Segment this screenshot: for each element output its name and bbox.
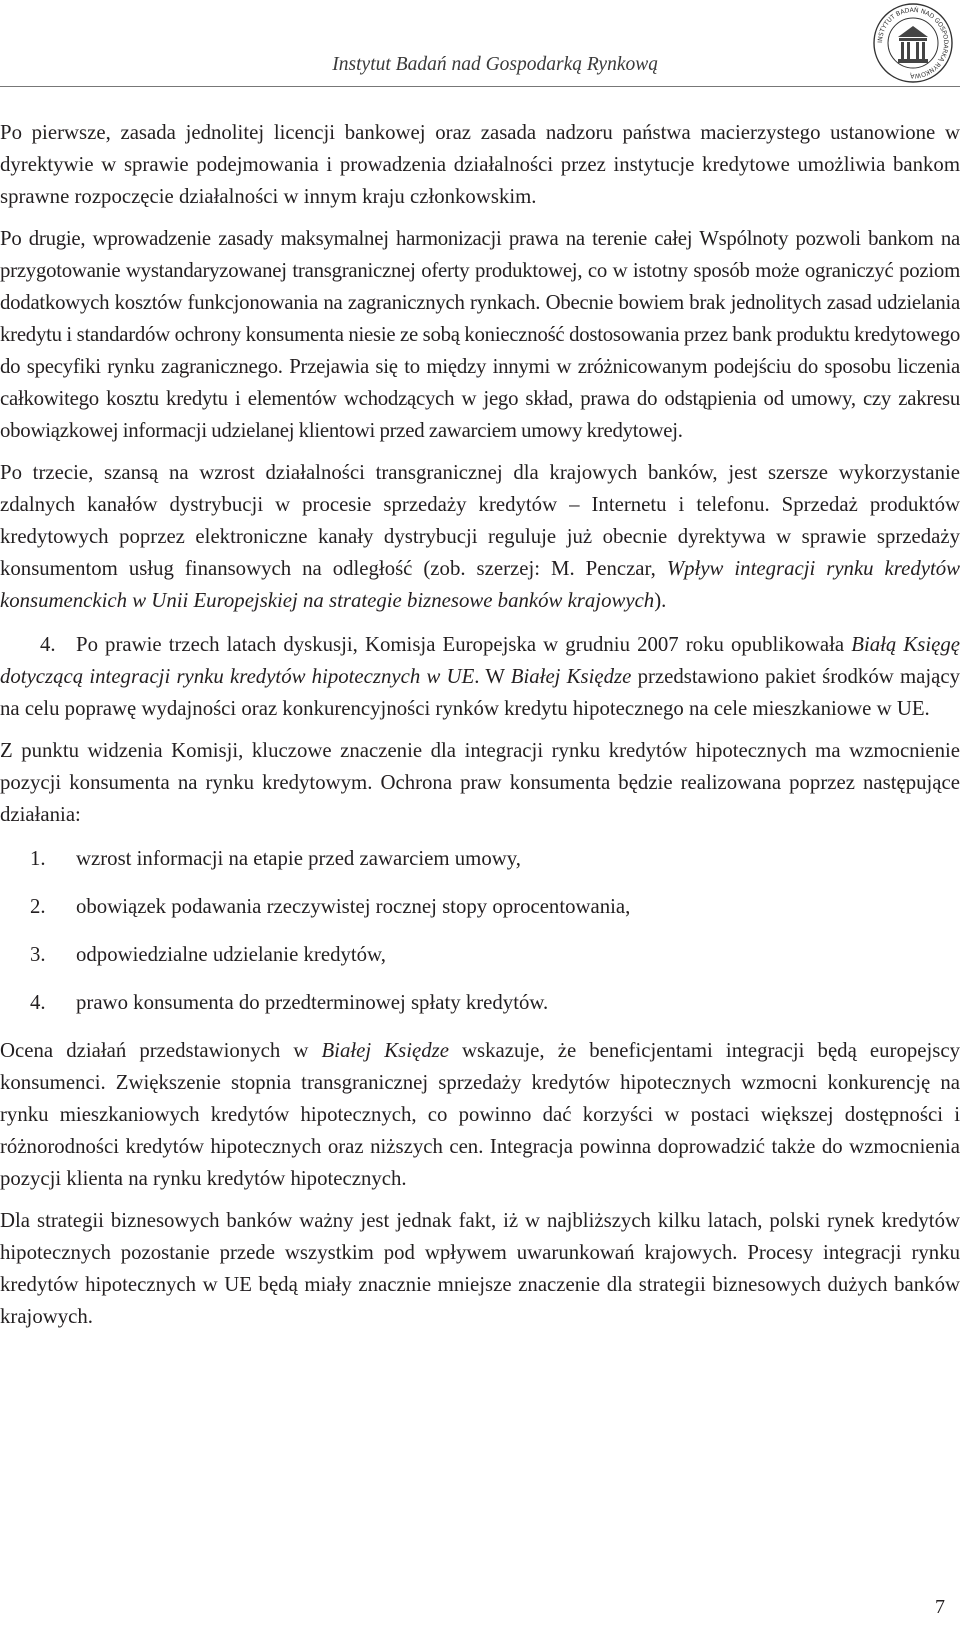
list-item-text: prawo konsumenta do przedterminowej spłaty kredytów. bbox=[76, 991, 549, 1014]
measures-list bbox=[0, 843, 960, 1019]
building-icon bbox=[898, 26, 928, 63]
list-item-text: wzrost informacji na etapie przed zawarciem umowy, bbox=[76, 847, 522, 870]
p4-text-b: . W bbox=[474, 665, 511, 688]
paragraph-third-end: ). bbox=[654, 589, 667, 612]
list-item-number: 3. bbox=[30, 943, 46, 966]
white-paper-ref: Białej Księdze bbox=[321, 1039, 449, 1062]
white-paper-ref: Białej Księdze bbox=[510, 665, 632, 688]
p6-text-b: wskazuje, że beneficjentami integracji będą europejscy konsumenci. Zwiększenie stopnia transgranicznej sprzedaży kredytów hipotecznych wzmocni konkurencję na rynku mieszkaniowych kredytów hipotecznych, co powinno dać korzyści w postaci większej dostępności i różnorodności kredytów hipotecznych oraz niższych cen. Integracja powinna doprowadzić także do wzmocnienia pozycji klienta na rynku kredytów hipotecznych. bbox=[0, 1039, 960, 1190]
paragraph-commission: Z punktu widzenia Komisji, kluczowe znaczenie dla integracji rynku kredytów hipotecznych ma wzmocnienie pozycji konsumenta na rynku kredytowym. Ochrona praw konsumenta będzie realizowana poprzez następujące działania: bbox=[0, 739, 960, 826]
list-item-text: odpowiedzialne udzielanie kredytów, bbox=[76, 943, 386, 966]
list-item bbox=[0, 987, 960, 1019]
p6-text-a: Ocena działań przedstawionych w bbox=[0, 1039, 322, 1062]
list-item bbox=[0, 843, 960, 875]
p4-text-a: Po prawie trzech latach dyskusji, Komisja Europejska w grudniu 2007 roku opublikowała bbox=[76, 633, 852, 656]
paragraph-third-text: Po trzecie, szansą na wzrost działalności transgranicznej dla krajowych banków, jest szersze wykorzystanie zdalnych kanałów dystrybucji w procesie sprzedaży kredytów – Internetu i telefonu. Sprzedaż produktów kredytowych poprzez elektroniczne kanały dystrybucji reguluje już obecnie dyrektywa w sprawie sprzedaży konsumentom usług finansowych na odległość (zob. szerzej: M. Penczar, bbox=[0, 461, 960, 580]
paragraph-first: Po pierwsze, zasada jednolitej licencji bankowej oraz zasada nadzoru państwa macierzystego ustanowione w dyrektywie w sprawie podejmowania i prowadzenia działalności przez instytucje kredytowe umożliwia bankom sprawne rozpoczęcie działalności w innym kraju członkowskim. bbox=[0, 121, 960, 208]
page-body bbox=[0, 117, 960, 1343]
institute-seal-logo bbox=[872, 2, 954, 84]
p4-text-c: przedstawiono pakiet środków mający na celu poprawę wydajności oraz konkurencyjności rynków kredytu hipotecznego na cele mieszkaniowe w UE. bbox=[0, 665, 960, 720]
list-item bbox=[0, 939, 960, 971]
list-item bbox=[0, 891, 960, 923]
seal-text: INSTYTUT BADAŃ NAD GOSPODARKĄ RYNKOWĄ bbox=[876, 6, 950, 80]
list-item-number: 2. bbox=[30, 895, 46, 918]
numbered-paragraph-4 bbox=[0, 629, 960, 725]
white-paper-title: Białą Księgę dotyczącą integracji rynku kredytów hipotecznych w UE bbox=[0, 633, 960, 688]
page-number: 7 bbox=[935, 1596, 945, 1618]
running-header: Instytut Badań nad Gospodarką Rynkową bbox=[332, 54, 658, 75]
paragraph-assessment bbox=[0, 1035, 960, 1195]
paragraph-strategy: Dla strategii biznesowych banków ważny jest jednak fakt, iż w najbliższych kilku latach, polski rynek kredytów hipotecznych pozostanie przede wszystkim pod wpływem uwarunkowań krajowych. Procesy integracji rynku kredytów hipotecznych w UE będą miały znacznie mniejsze znaczenie dla strategii biznesowych dużych banków krajowych. bbox=[0, 1209, 960, 1328]
list-item-number: 1. bbox=[30, 847, 46, 870]
paragraph-number: 4. bbox=[40, 633, 56, 656]
list-item-text: obowiązek podawania rzeczywistej rocznej stopy oprocentowania, bbox=[76, 895, 631, 918]
paragraph-second: Po drugie, wprowadzenie zasady maksymalnej harmonizacji prawa na terenie całej Wspólnoty pozwoli bankom na przygotowanie wystandaryzowanej transgranicznej oferty produktowej, co w istotny sposób może ograniczyć poziom dodatkowych kosztów funkcjonowania na zagranicznych rynkach. Obecnie bowiem brak jednolitych zasad udzielania kredytu i standardów ochrony konsumenta niesie ze sobą konieczność dostosowania przez bank produktu kredytowego do specyfiki rynku zagranicznego. Przejawia się to między innymi w zróżnicowanym podejściu do sposobu liczenia całkowitego kosztu kredytu i elementów wchodzących w jego skład, prawa do odstąpienia od umowy, czy zakresu obowiązkowej informacji udzielanej klientowi przed zawarciem umowy kredytowej. bbox=[0, 227, 960, 442]
header-rule bbox=[0, 86, 960, 87]
list-item-number: 4. bbox=[30, 991, 46, 1014]
paragraph-third bbox=[0, 457, 960, 617]
cited-title: Wpływ integracji rynku kredytów konsumenckich w Unii Europejskiej na strategie biznesowe banków krajowych bbox=[0, 557, 960, 612]
